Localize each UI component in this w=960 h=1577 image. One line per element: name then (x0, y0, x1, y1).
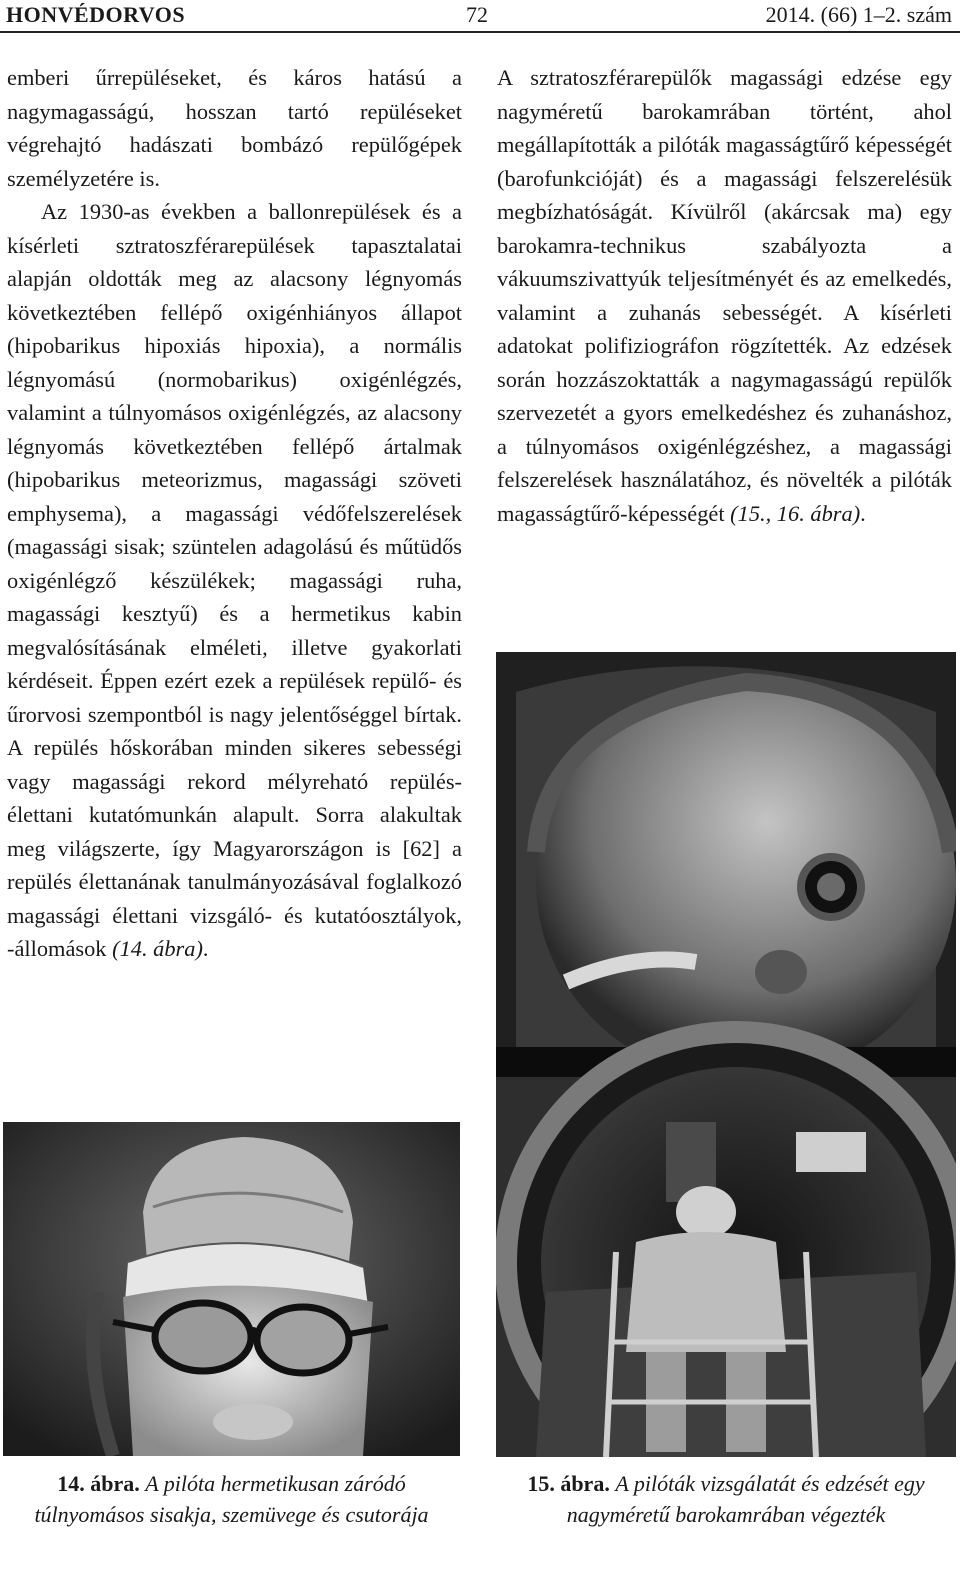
figure-15-caption-text: A pilóták vizsgálatát és edzését egy nagyméretű barokamrában végezték (566, 1471, 925, 1527)
figure-15-caption (496, 1468, 956, 1530)
pilot-helmet-illustration (3, 1122, 460, 1456)
left-paragraph-2-end: . (202, 936, 209, 961)
figure-15-16-reference: (15., 16. ábra) (730, 500, 861, 526)
figure-15-photo (496, 652, 956, 1457)
left-paragraph-2 (7, 195, 462, 966)
figure-14-caption (3, 1468, 460, 1530)
right-paragraph-1 (497, 61, 952, 530)
figure-14-photo (3, 1122, 460, 1456)
issue-info: 2014. (66) 1–2. szám (765, 2, 952, 27)
figure-14-reference: (14. ábra) (112, 936, 203, 961)
header-rule (0, 31, 960, 33)
figure-14-label: 14. ábra. (57, 1471, 140, 1496)
journal-title: HONVÉDORVOS (6, 2, 186, 27)
left-paragraph-2-text: Az 1930-as években a ballonrepülések és a kísérleti sztratoszférarepülések tapasztalatai alapján oldották meg az alacsony légnyomás következtében fellépő oxigénhiányos állapot (hipobarikus hipoxiás hipoxia), a normális légnyomású (normobarikus) oxigénlégzés, valamint a túlnyomásos oxigénlégzés, az alacsony légnyomás következtében fellépő ártalmak (hipobarikus meteorizmus, magassági szöveti emphysema), a magassági védőfelszerelések (magassági sisak; szüntelen adagolású és műtüdős oxigénlégző készülékek; magassági ruha, magassági kesztyű) és a hermetikus kabin megvalósításának elméleti, illetve gyakorlati kérdéseit. Éppen ezért ezek a repülések repülő- és űrorvosi szempontból is nagy jelentőséggel bírtak. A repülés hőskorában minden sikeres sebességi vagy magassági rekord mélyreható repülés-élettani kutatómunkán alapult. Sorra alakultak meg világszerte, így Magyarországon is [62] a repülés élettanának tanulmányozásával foglalkozó magassági élettani vizsgáló- és kutatóosztályok, -állomások (7, 199, 462, 961)
left-paragraph-1: emberi űrrepüléseket, és káros hatású a nagymagasságú, hosszan tartó repüléseket végrehajtó hadászati bombázó repülőgépek személyzetére is. (7, 65, 462, 191)
figure-14-caption-text: A pilóta hermetikusan záródó túlnyomásos sisakja, szemüvege és csutorája (34, 1471, 429, 1527)
right-paragraph-1-text: A sztratoszférarepülők magassági edzése egy nagyméretű barokamrában történt, ahol megállapították a pilóták magasságtűrő képességét (barofunkcióját) és a magassági felszerelésük megbízhatóságát. Kívülről (akárcsak ma) egy barokamra-technikus szabályozta a vákuumszivattyúk teljesítményét és az emelkedés, valamint a zuhanás sebességét. A kísérleti adatokat polifiziográfon rögzítették. Az edzések során hozzászoktatták a nagymagasságú repülők szervezetét a gyors emelkedéshez és zuhanáshoz, a túlnyomásos oxigénlégzéshez, a magassági felszerelések használatához, és növelték a pilóták magasságtűrő-képességét (497, 65, 952, 526)
right-column (497, 61, 952, 530)
right-paragraph-1-end: . (860, 500, 866, 526)
page-number: 72 (466, 2, 488, 27)
figure-15-label: 15. ábra. (527, 1471, 610, 1496)
page-header (0, 0, 960, 32)
left-column (7, 61, 462, 966)
barochamber-illustration (496, 652, 956, 1457)
